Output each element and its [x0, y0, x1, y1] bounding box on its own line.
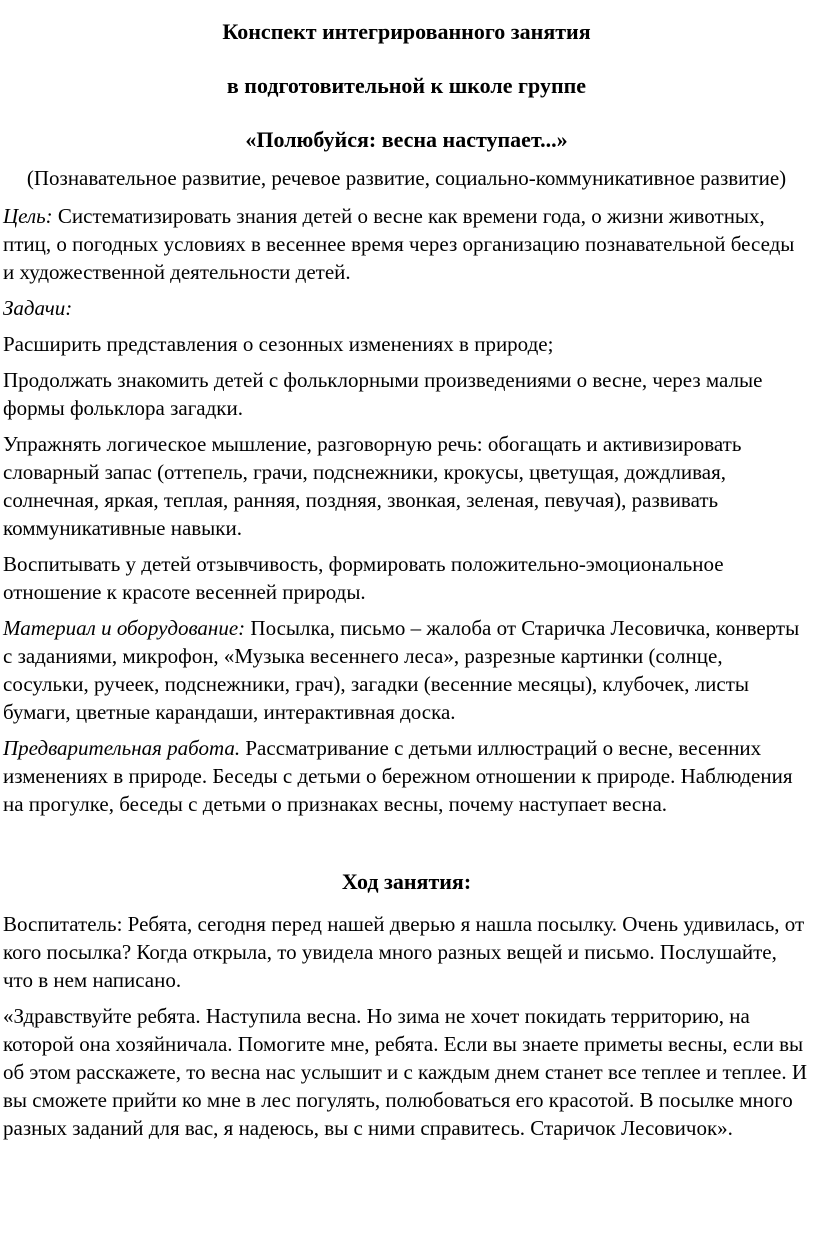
course-paragraph: Воспитатель: Ребята, сегодня перед нашей дверью я нашла посылку. Очень удивилась, от кого посылка? Когда открыла, то увидела много разных вещей и письмо. Послушайте, что в нем написано. — [3, 912, 805, 992]
task-item: Расширить представления о сезонных изменениях в природе; — [3, 332, 554, 356]
materials-label: Материал и оборудование: — [3, 616, 246, 640]
title-line-3: «Полюбуйся: весна наступает...» — [245, 127, 568, 152]
title-line-1: Конспект интегрированного занятия — [222, 19, 591, 44]
task-item: Упражнять логическое мышление, разговорную речь: обогащать и активизировать словарный запас (оттепель, грачи, подснежники, крокусы, цветущая, дождливая, солнечная, яркая, теплая, ранняя, поздняя, звонкая, зеленая, певучая), развивать коммуникативные навыки. — [3, 432, 742, 540]
goal-text: Систематизировать знания детей о весне как времени года, о жизни животных, птиц, о погодных условиях в весеннее время через организацию познавательной беседы и художественной деятельности детей. — [3, 204, 795, 284]
goal-paragraph — [3, 202, 810, 286]
task-item: Продолжать знакомить детей с фольклорными произведениями о весне, через малые формы фольклора загадки. — [3, 368, 763, 420]
tasks-label: Задачи: — [3, 296, 73, 320]
course-heading: Ход занятия: — [341, 869, 472, 894]
prework-label: Предварительная работа. — [3, 736, 241, 760]
prework-paragraph — [3, 734, 810, 818]
materials-paragraph — [3, 614, 810, 726]
task-item: Воспитывать у детей отзывчивость, формировать положительно-эмоциональное отношение к красоте весенней природы. — [3, 552, 724, 604]
prework-text: Рассматривание с детьми иллюстраций о весне, весенних изменениях в природе. Беседы с детьми о бережном отношении к природе. Наблюдения на прогулке, беседы с детьми о признаках весны, почему наступает весна. — [3, 736, 793, 816]
subtitle: (Познавательное развитие, речевое развитие, социально-коммуникативное развитие) — [26, 166, 787, 190]
goal-label: Цель: — [3, 204, 53, 228]
materials-text: Посылка, письмо – жалоба от Старичка Лесовичка, конверты с заданиями, микрофон, «Музыка весеннего леса», разрезные картинки (солнце, сосульки, ручеек, подснежники, грач), загадки (весенние месяцы), клубочек, листы бумаги, цветные карандаши, интерактивная доска. — [3, 616, 800, 724]
course-paragraph: «Здравствуйте ребята. Наступила весна. Но зима не хочет покидать территорию, на которой она хозяйничала. Помогите мне, ребята. Если вы знаете приметы весны, если вы об этом расскажете, то весна нас услышит и с каждым днем станет все теплее и теплее. И вы сможете прийти ко мне в лес погулять, полюбоваться его красотой. В посылке много разных заданий для вас, я надеюсь, вы с ними справитесь. Старичок Лесовичок». — [3, 1004, 808, 1140]
title-line-2: в подготовительной к школе группе — [226, 73, 587, 98]
